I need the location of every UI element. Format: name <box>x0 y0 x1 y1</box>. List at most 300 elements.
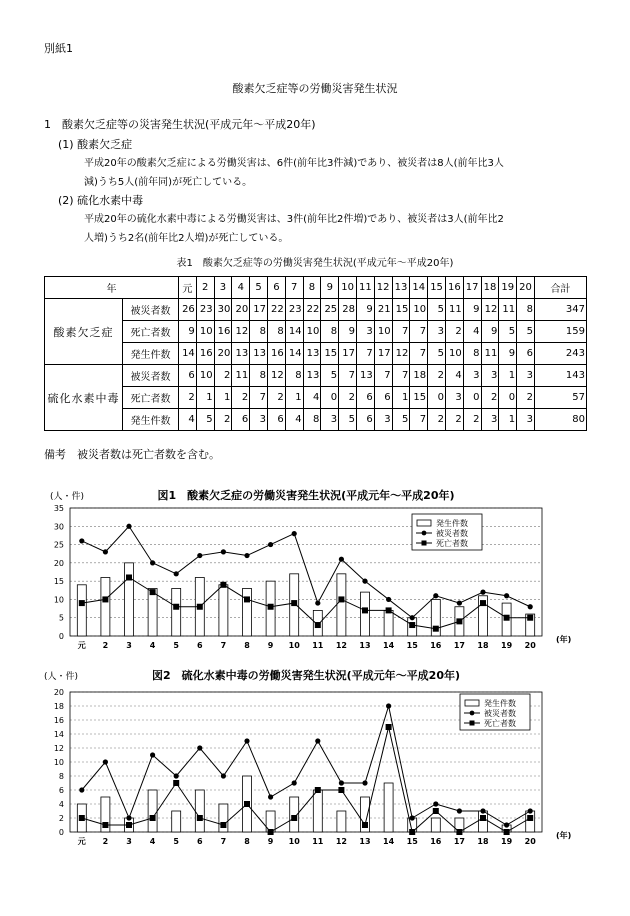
point-circle <box>150 752 155 757</box>
table-cell: 17 <box>339 343 357 365</box>
y-axis-label: (人・件) <box>44 672 79 682</box>
table-cell: 20 <box>232 299 250 321</box>
legend-swatch-bar <box>417 520 431 526</box>
point-circle <box>480 808 485 813</box>
point-circle <box>339 557 344 562</box>
table-cell: 11 <box>232 365 250 387</box>
table-row-label: 死亡者数 <box>123 387 179 409</box>
x-tick-label: 9 <box>267 837 274 846</box>
table-header-cell: 8 <box>303 277 321 299</box>
table-cell: 20 <box>214 343 232 365</box>
chart-hydrogen-sulfide <box>40 664 600 860</box>
table-cell: 6 <box>517 343 535 365</box>
point-square <box>409 829 415 835</box>
table-cell: 1 <box>196 387 214 409</box>
table-cell: 8 <box>267 321 285 343</box>
table-cell: 12 <box>232 321 250 343</box>
table-cell: 28 <box>339 299 357 321</box>
hs-paragraph-line-1: 平成20年の硫化水素中毒による労働災害は、3件(前年比2件増)であり、被災者は3人(前年比2 <box>84 214 504 225</box>
x-tick-label: 12 <box>335 641 347 650</box>
table-cell: 5 <box>339 409 357 431</box>
point-square <box>173 604 179 610</box>
y-tick-label: 15 <box>53 577 64 587</box>
bar <box>243 588 252 636</box>
point-square <box>102 822 108 828</box>
table-cell: 7 <box>410 409 428 431</box>
table-header-cell: 4 <box>232 277 250 299</box>
table-cell: 26 <box>179 299 197 321</box>
table-cell: 8 <box>463 343 481 365</box>
point-square <box>456 618 462 624</box>
x-tick-label: 6 <box>197 641 203 650</box>
point-square <box>291 815 297 821</box>
table-cell: 14 <box>285 343 303 365</box>
x-tick-label: 9 <box>267 641 274 650</box>
table-header-cell: 3 <box>214 277 232 299</box>
table-cell: 3 <box>463 365 481 387</box>
table-group-label: 酸素欠乏症 <box>45 299 123 365</box>
table-cell: 3 <box>374 409 392 431</box>
table-cell: 7 <box>392 321 410 343</box>
point-square <box>79 600 85 606</box>
x-tick-label: 4 <box>149 641 156 650</box>
x-tick-label: 18 <box>477 837 489 846</box>
table-cell: 7 <box>374 365 392 387</box>
x-tick-label: 10 <box>288 837 300 846</box>
table-cell: 23 <box>196 299 214 321</box>
y-tick-label: 4 <box>58 800 64 809</box>
point-circle <box>362 780 367 785</box>
table-cell: 23 <box>285 299 303 321</box>
table-header-cell: 9 <box>321 277 339 299</box>
x-tick-label: 5 <box>173 641 179 650</box>
hs-paragraph-line-2: 人増)うち2名(前年比2人増)が死亡している。 <box>84 233 289 244</box>
point-square <box>480 600 486 606</box>
chart-title: 図1 酸素欠乏症の労働災害発生状況(平成元年〜平成20年) <box>157 489 455 502</box>
table-cell: 1 <box>392 387 410 409</box>
table-cell: 21 <box>374 299 392 321</box>
point-square <box>315 787 321 793</box>
table-cell: 6 <box>179 365 197 387</box>
table-cell: 25 <box>321 299 339 321</box>
table-cell: 9 <box>481 321 499 343</box>
point-circle <box>197 553 202 558</box>
point-square <box>409 622 415 628</box>
table-cell: 11 <box>499 299 517 321</box>
x-tick-label: 8 <box>244 837 250 846</box>
x-tick-label: 2 <box>102 837 109 846</box>
table-row <box>45 299 587 321</box>
bar <box>313 790 322 832</box>
point-circle <box>268 542 273 547</box>
x-tick-label: 19 <box>501 641 513 650</box>
point-circle <box>339 780 344 785</box>
point-circle <box>221 549 226 554</box>
table-cell: 9 <box>356 299 374 321</box>
y-tick-label: 12 <box>53 744 64 753</box>
table-cell: 3 <box>321 409 339 431</box>
point-circle <box>174 571 179 576</box>
point-square <box>150 815 156 821</box>
point-square <box>386 724 392 730</box>
section-heading: 1 酸素欠乏症等の災害発生状況(平成元年〜平成20年) <box>44 118 316 131</box>
point-square <box>220 582 226 588</box>
table-caption: 表1 酸素欠乏症等の労働災害発生状況(平成元年〜平成20年) <box>176 258 454 269</box>
point-circle <box>362 579 367 584</box>
table-cell: 13 <box>356 365 374 387</box>
table-cell: 30 <box>214 299 232 321</box>
table-cell: 1 <box>499 365 517 387</box>
point-circle <box>79 538 84 543</box>
x-tick-label: 15 <box>406 641 418 650</box>
table-cell: 14 <box>285 321 303 343</box>
point-circle <box>79 787 84 792</box>
table-cell: 2 <box>445 409 463 431</box>
point-circle <box>457 600 462 605</box>
table-cell: 8 <box>250 321 268 343</box>
subsection-heading-oxygen: (1) 酸素欠乏症 <box>58 138 133 151</box>
point-square <box>268 604 274 610</box>
chart-oxygen-deficiency <box>40 486 600 656</box>
table-header-cell: 11 <box>356 277 374 299</box>
table-note: 備考 被災者数は死亡者数を含む。 <box>44 448 220 461</box>
table-cell: 17 <box>250 299 268 321</box>
x-tick-label: 18 <box>477 641 489 650</box>
y-axis-label: (人・件) <box>50 492 85 502</box>
table-total-cell: 159 <box>534 321 586 343</box>
table-cell: 2 <box>179 387 197 409</box>
point-square <box>504 615 510 621</box>
table-cell: 1 <box>285 387 303 409</box>
x-tick-label: 3 <box>126 641 132 650</box>
table-cell: 3 <box>517 365 535 387</box>
table-total-cell: 243 <box>534 343 586 365</box>
table-header-cell: 2 <box>196 277 214 299</box>
table-row <box>45 387 587 409</box>
table-cell: 5 <box>428 299 446 321</box>
point-square <box>338 596 344 602</box>
legend-swatch-square <box>422 541 427 546</box>
table-cell: 12 <box>267 365 285 387</box>
table-cell: 2 <box>339 387 357 409</box>
bar <box>526 811 535 832</box>
point-circle <box>433 801 438 806</box>
point-square <box>456 829 462 835</box>
table-header-total: 合計 <box>534 277 586 299</box>
table-row-label: 被災者数 <box>123 299 179 321</box>
table-cell: 16 <box>267 343 285 365</box>
table-header-cell: 10 <box>339 277 357 299</box>
table-cell: 4 <box>179 409 197 431</box>
x-tick-label: 7 <box>220 837 227 846</box>
table-cell: 7 <box>356 343 374 365</box>
table-cell: 8 <box>250 365 268 387</box>
table-cell: 7 <box>392 365 410 387</box>
point-square <box>79 815 85 821</box>
y-tick-label: 35 <box>53 504 64 513</box>
table-cell: 1 <box>499 409 517 431</box>
table-cell: 10 <box>410 299 428 321</box>
legend-label: 発生件数 <box>484 699 516 708</box>
table-cell: 9 <box>339 321 357 343</box>
table-cell: 2 <box>517 387 535 409</box>
table-cell: 9 <box>179 321 197 343</box>
table-header-cell: 18 <box>481 277 499 299</box>
x-tick-label: 2 <box>102 641 109 650</box>
point-circle <box>103 549 108 554</box>
table-cell: 10 <box>445 343 463 365</box>
table-cell: 7 <box>250 387 268 409</box>
x-tick-label: 7 <box>220 641 227 650</box>
y-tick-label: 30 <box>53 522 64 532</box>
table-header-cell: 14 <box>410 277 428 299</box>
x-tick-label: 13 <box>359 837 371 846</box>
point-circle <box>244 738 249 743</box>
x-tick-label: 16 <box>430 837 442 846</box>
y-tick-label: 0 <box>58 632 64 641</box>
table-cell: 3 <box>481 409 499 431</box>
point-square <box>386 607 392 613</box>
table-cell: 4 <box>303 387 321 409</box>
oxygen-paragraph-line-2: 減)うち5人(前年同)が死亡している。 <box>84 177 253 188</box>
x-tick-label: 4 <box>149 837 156 846</box>
table-cell: 9 <box>463 299 481 321</box>
table-row-label: 死亡者数 <box>123 321 179 343</box>
table-header-cell: 5 <box>250 277 268 299</box>
x-tick-label: 13 <box>359 641 371 650</box>
y-tick-label: 14 <box>53 730 64 739</box>
legend-label: 死亡者数 <box>484 719 516 728</box>
x-tick-label: 20 <box>524 837 536 846</box>
x-tick-label: 11 <box>312 837 324 846</box>
x-tick-label: 19 <box>501 837 513 846</box>
point-circle <box>528 604 533 609</box>
point-square <box>173 780 179 786</box>
table-row-label: 発生件数 <box>123 409 179 431</box>
table-header-cell: 19 <box>499 277 517 299</box>
point-circle <box>528 808 533 813</box>
point-square <box>315 622 321 628</box>
table-cell: 17 <box>374 343 392 365</box>
point-circle <box>244 553 249 558</box>
point-square <box>150 589 156 595</box>
bar <box>219 585 228 636</box>
table-cell: 11 <box>445 299 463 321</box>
table-row-label: 被災者数 <box>123 365 179 387</box>
table-cell: 2 <box>214 409 232 431</box>
point-square <box>527 615 533 621</box>
x-tick-label: 11 <box>312 641 324 650</box>
table-cell: 3 <box>445 387 463 409</box>
table-total-cell: 347 <box>534 299 586 321</box>
table-cell: 6 <box>374 387 392 409</box>
legend-swatch-bar <box>465 700 479 706</box>
bar <box>361 592 370 636</box>
point-square <box>291 600 297 606</box>
x-tick-label: 14 <box>383 837 395 846</box>
bar <box>148 790 157 832</box>
bar <box>337 574 346 636</box>
bar <box>172 588 181 636</box>
table-cell: 2 <box>267 387 285 409</box>
table-cell: 4 <box>463 321 481 343</box>
y-tick-label: 25 <box>53 540 64 550</box>
bar <box>101 577 110 636</box>
table-header-cell: 12 <box>374 277 392 299</box>
point-square <box>338 787 344 793</box>
table-cell: 3 <box>428 321 446 343</box>
y-tick-label: 8 <box>58 772 64 781</box>
table-cell: 0 <box>321 387 339 409</box>
bar <box>479 811 488 832</box>
page-title: 酸素欠乏症等の労働災害発生状況 <box>232 82 398 95</box>
table-cell: 3 <box>517 409 535 431</box>
point-circle <box>174 773 179 778</box>
y-tick-label: 5 <box>58 613 64 623</box>
table-cell: 22 <box>303 299 321 321</box>
x-tick-label: 6 <box>197 837 203 846</box>
bar <box>431 818 440 832</box>
bar <box>77 585 86 636</box>
legend-swatch-circle <box>470 711 475 716</box>
table-cell: 10 <box>303 321 321 343</box>
x-tick-label: 15 <box>406 837 418 846</box>
point-square <box>433 626 439 632</box>
y-tick-label: 10 <box>53 758 64 767</box>
x-tick-label: 17 <box>453 641 465 650</box>
bar <box>337 811 346 832</box>
table-cell: 9 <box>499 343 517 365</box>
subsection-heading-hydrogen-sulfide: (2) 硫化水素中毒 <box>58 194 144 207</box>
table-cell: 2 <box>428 409 446 431</box>
point-square <box>362 607 368 613</box>
point-circle <box>386 597 391 602</box>
table-cell: 2 <box>481 387 499 409</box>
point-circle <box>126 524 131 529</box>
table-cell: 4 <box>285 409 303 431</box>
table-cell: 7 <box>410 321 428 343</box>
x-tick-label: 元 <box>77 837 86 846</box>
table-header-cell: 16 <box>445 277 463 299</box>
table-header-cell: 15 <box>428 277 446 299</box>
bar <box>125 563 134 636</box>
table-header-cell: 17 <box>463 277 481 299</box>
point-circle <box>292 780 297 785</box>
table-cell: 8 <box>285 365 303 387</box>
table-cell: 5 <box>392 409 410 431</box>
bar <box>172 811 181 832</box>
table-cell: 4 <box>445 365 463 387</box>
point-circle <box>386 703 391 708</box>
table-cell: 2 <box>428 365 446 387</box>
table-cell: 6 <box>267 409 285 431</box>
point-circle <box>315 738 320 743</box>
x-tick-label: 20 <box>524 641 536 650</box>
point-square <box>268 829 274 835</box>
point-circle <box>457 808 462 813</box>
table-cell: 0 <box>428 387 446 409</box>
point-circle <box>197 745 202 750</box>
chart-title: 図2 硫化水素中毒の労働災害発生状況(平成元年〜平成20年) <box>151 669 461 682</box>
table-cell: 11 <box>481 343 499 365</box>
table-cell: 6 <box>356 409 374 431</box>
table-cell: 1 <box>214 387 232 409</box>
point-square <box>244 801 250 807</box>
table-header-cell: 7 <box>285 277 303 299</box>
point-square <box>527 815 533 821</box>
bar <box>384 783 393 832</box>
table-header-cell: 6 <box>267 277 285 299</box>
table-cell: 3 <box>481 365 499 387</box>
x-tick-label: 10 <box>288 641 300 650</box>
legend-swatch-square <box>470 721 475 726</box>
table-cell: 0 <box>499 387 517 409</box>
table-cell: 13 <box>303 343 321 365</box>
point-circle <box>103 759 108 764</box>
y-tick-label: 6 <box>58 786 64 795</box>
x-tick-label: 12 <box>335 837 347 846</box>
table-cell: 0 <box>463 387 481 409</box>
table-cell: 2 <box>214 365 232 387</box>
table-cell: 18 <box>410 365 428 387</box>
table-cell: 6 <box>356 387 374 409</box>
legend-label: 発生件数 <box>436 519 468 528</box>
x-tick-label: 元 <box>77 641 86 650</box>
point-circle <box>504 822 509 827</box>
point-circle <box>315 600 320 605</box>
table-cell: 13 <box>232 343 250 365</box>
point-circle <box>150 560 155 565</box>
table-cell: 5 <box>428 343 446 365</box>
table-header-cell: 元 <box>179 277 197 299</box>
point-square <box>433 808 439 814</box>
attachment-label: 別紙1 <box>44 42 73 55</box>
point-circle <box>410 615 415 620</box>
legend-label: 被災者数 <box>484 709 516 718</box>
table-cell: 5 <box>321 365 339 387</box>
x-axis-unit: (年) <box>556 831 572 840</box>
y-tick-label: 0 <box>58 828 64 837</box>
y-tick-label: 10 <box>53 595 64 605</box>
point-square <box>197 815 203 821</box>
point-circle <box>433 593 438 598</box>
table-cell: 14 <box>179 343 197 365</box>
x-tick-label: 17 <box>453 837 465 846</box>
table-cell: 5 <box>196 409 214 431</box>
table-cell: 7 <box>339 365 357 387</box>
table-header-cell: 20 <box>517 277 535 299</box>
point-square <box>244 596 250 602</box>
point-circle <box>221 773 226 778</box>
point-square <box>362 822 368 828</box>
table-cell: 2 <box>463 409 481 431</box>
table-cell: 7 <box>410 343 428 365</box>
point-square <box>126 822 132 828</box>
table-cell: 12 <box>392 343 410 365</box>
point-circle <box>292 531 297 536</box>
table-cell: 16 <box>196 343 214 365</box>
table-cell: 13 <box>250 343 268 365</box>
table-total-cell: 57 <box>534 387 586 409</box>
bar <box>195 790 204 832</box>
table-cell: 2 <box>232 387 250 409</box>
table-header-year: 年 <box>45 277 179 299</box>
table-row <box>45 321 587 343</box>
y-tick-label: 20 <box>53 558 64 568</box>
point-circle <box>480 590 485 595</box>
table-row-label: 発生件数 <box>123 343 179 365</box>
table-cell: 8 <box>321 321 339 343</box>
